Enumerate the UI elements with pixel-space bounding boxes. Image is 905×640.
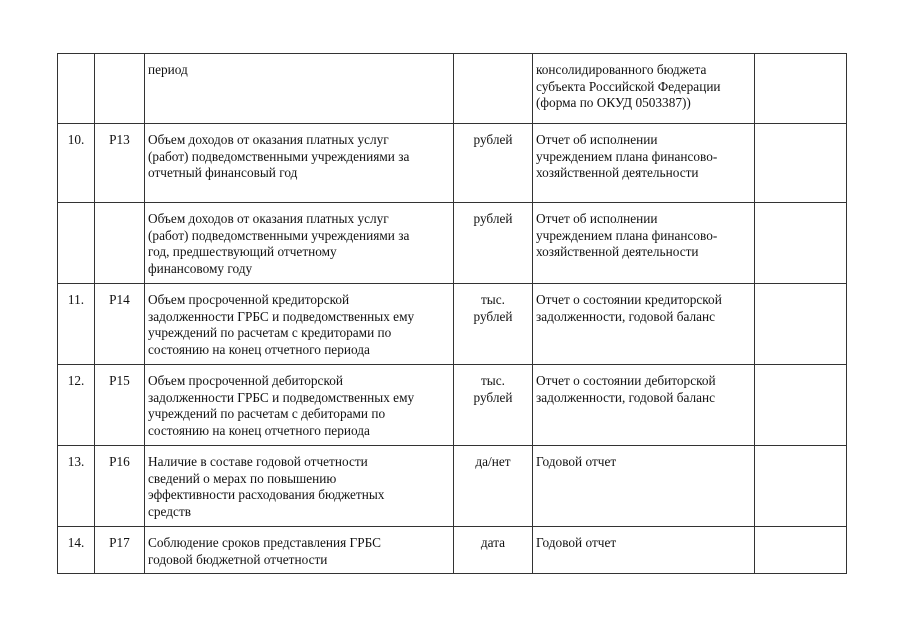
source-cell: Отчет о состоянии дебиторской задолженности, годовой баланс [533,365,755,446]
note-cell [755,284,847,365]
table-row [58,203,847,284]
table-row [58,54,847,124]
row-number-cell [58,54,95,124]
indicator-name-cell: Наличие в составе годовой отчетности сведений о мерах по повышению эффективности расходования бюджетных средств [145,446,454,527]
table-row [58,284,847,365]
row-number-cell: 10. [58,124,95,203]
row-number-cell [58,203,95,284]
note-cell [755,365,847,446]
indicator-code-cell: Р17 [95,527,145,574]
table-row [58,124,847,203]
indicators-table [57,53,847,574]
note-cell [755,203,847,284]
unit-cell: рублей [454,124,533,203]
row-number-cell: 14. [58,527,95,574]
unit-cell: тыс. рублей [454,365,533,446]
note-cell [755,124,847,203]
note-cell [755,54,847,124]
indicator-name-cell: Объем доходов от оказания платных услуг (работ) подведомственными учреждениями за отчетный финансовый год [145,124,454,203]
indicator-name-cell: Объем доходов от оказания платных услуг (работ) подведомственными учреждениями за год, предшествующий отчетному финансовому году [145,203,454,284]
note-cell [755,446,847,527]
indicator-code-cell: Р13 [95,124,145,203]
source-cell: консолидированного бюджета субъекта Российской Федерации (форма по ОКУД 0503387)) [533,54,755,124]
indicator-name-cell: Объем просроченной дебиторской задолженности ГРБС и подведомственных ему учреждений по расчетам с дебиторами по состоянию на конец отчетного периода [145,365,454,446]
table-row [58,527,847,574]
indicator-name-cell: период [145,54,454,124]
source-cell: Годовой отчет [533,527,755,574]
indicator-code-cell: Р16 [95,446,145,527]
indicator-code-cell [95,54,145,124]
source-cell: Годовой отчет [533,446,755,527]
indicator-code-cell [95,203,145,284]
indicator-code-cell: Р14 [95,284,145,365]
unit-cell [454,54,533,124]
row-number-cell: 11. [58,284,95,365]
table-row [58,446,847,527]
source-cell: Отчет об исполнении учреждением плана финансово- хозяйственной деятельности [533,124,755,203]
source-cell: Отчет о состоянии кредиторской задолженности, годовой баланс [533,284,755,365]
row-number-cell: 12. [58,365,95,446]
table-row [58,365,847,446]
indicator-name-cell: Объем просроченной кредиторской задолженности ГРБС и подведомственных ему учреждений по расчетам с кредиторами по состоянию на конец отчетного периода [145,284,454,365]
source-cell: Отчет об исполнении учреждением плана финансово- хозяйственной деятельности [533,203,755,284]
row-number-cell: 13. [58,446,95,527]
note-cell [755,527,847,574]
unit-cell: тыс. рублей [454,284,533,365]
unit-cell: да/нет [454,446,533,527]
indicators-table-body [58,54,847,574]
indicator-name-cell: Соблюдение сроков представления ГРБС годовой бюджетной отчетности [145,527,454,574]
indicator-code-cell: Р15 [95,365,145,446]
unit-cell: дата [454,527,533,574]
unit-cell: рублей [454,203,533,284]
